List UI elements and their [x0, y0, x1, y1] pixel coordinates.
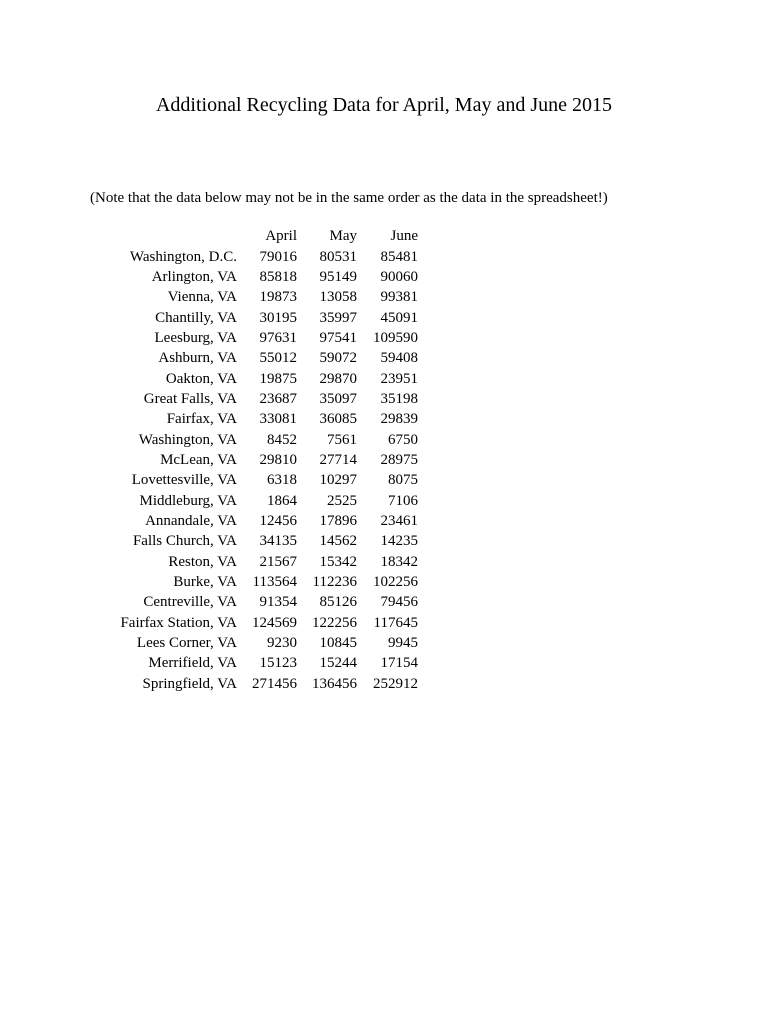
cell-april: 19873: [259, 289, 297, 306]
table-row: [110, 287, 418, 307]
cell-june: 99381: [380, 289, 418, 306]
cell-may: 2525: [327, 492, 357, 509]
cell-may: 35097: [319, 390, 357, 407]
table-row: [110, 531, 418, 551]
table-row: [110, 511, 418, 531]
cell-june: 90060: [380, 268, 418, 285]
table-row: [110, 572, 418, 592]
cell-city: Lovettesville, VA: [131, 472, 237, 489]
cell-city: Merrifield, VA: [148, 655, 237, 672]
cell-june: 23461: [380, 512, 418, 529]
cell-april: 21567: [259, 553, 297, 570]
cell-city: Middleburg, VA: [139, 492, 237, 509]
cell-may: 15244: [319, 655, 357, 672]
cell-city: Burke, VA: [173, 574, 237, 591]
cell-may: 35997: [319, 309, 357, 326]
cell-april: 55012: [259, 350, 297, 367]
cell-june: 29839: [380, 411, 418, 428]
table-row: [110, 429, 418, 449]
table-row: [110, 674, 418, 694]
cell-city: Washington, D.C.: [129, 248, 237, 265]
cell-june: 18342: [380, 553, 418, 570]
table-row: [110, 490, 418, 510]
page-title: Additional Recycling Data for April, May and June 2015: [155, 94, 612, 116]
cell-june: 102256: [373, 574, 418, 591]
cell-april: 15123: [259, 655, 297, 672]
cell-city: Leesburg, VA: [154, 329, 237, 346]
cell-may: 14562: [319, 533, 357, 550]
cell-may: 29870: [319, 370, 357, 387]
cell-city: Reston, VA: [168, 553, 237, 570]
cell-june: 6750: [388, 431, 418, 448]
note-text: (Note that the data below may not be in the same order as the data in the spreadsheet!): [90, 190, 608, 206]
cell-june: 8075: [388, 472, 418, 489]
cell-city: Ashburn, VA: [158, 350, 237, 367]
cell-april: 91354: [259, 594, 297, 611]
cell-may: 95149: [319, 268, 357, 285]
cell-may: 7561: [327, 431, 357, 448]
cell-may: 27714: [319, 451, 357, 468]
cell-city: Fairfax Station, VA: [120, 614, 237, 631]
cell-april: 271456: [252, 675, 297, 692]
recycling-data-table: [110, 226, 418, 694]
cell-june: 9945: [388, 635, 418, 652]
cell-city: Great Falls, VA: [143, 390, 237, 407]
header-city: [110, 226, 237, 246]
cell-city: Lees Corner, VA: [136, 635, 237, 652]
cell-city: Oakton, VA: [165, 370, 237, 387]
table-row: [110, 389, 418, 409]
cell-may: 36085: [319, 411, 357, 428]
table-row: [110, 653, 418, 673]
cell-april: 12456: [259, 512, 297, 529]
cell-may: 13058: [319, 289, 357, 306]
cell-april: 97631: [259, 329, 297, 346]
cell-city: Falls Church, VA: [132, 533, 237, 550]
table-row: [110, 267, 418, 287]
cell-april: 9230: [267, 635, 297, 652]
cell-april: 19875: [259, 370, 297, 387]
cell-city: Annandale, VA: [145, 512, 237, 529]
table-row: [110, 368, 418, 388]
cell-april: 34135: [259, 533, 297, 550]
cell-may: 136456: [312, 675, 357, 692]
header-april: April: [265, 228, 297, 245]
table-row: [110, 613, 418, 633]
table-header-row: [110, 226, 418, 246]
cell-may: 85126: [319, 594, 357, 611]
cell-april: 124569: [252, 614, 297, 631]
cell-city: Washington, VA: [138, 431, 237, 448]
cell-june: 59408: [380, 350, 418, 367]
cell-may: 122256: [312, 614, 357, 631]
table-row: [110, 592, 418, 612]
table-row: [110, 246, 418, 266]
cell-june: 252912: [373, 675, 418, 692]
cell-may: 112236: [312, 574, 357, 591]
cell-april: 30195: [259, 309, 297, 326]
header-june: June: [390, 228, 418, 245]
cell-june: 17154: [380, 655, 418, 672]
cell-april: 23687: [259, 390, 297, 407]
cell-june: 14235: [380, 533, 418, 550]
cell-june: 85481: [380, 248, 418, 265]
header-may: May: [329, 228, 357, 245]
cell-april: 33081: [259, 411, 297, 428]
cell-city: Chantilly, VA: [155, 309, 237, 326]
cell-june: 109590: [373, 329, 418, 346]
cell-april: 8452: [267, 431, 297, 448]
cell-april: 6318: [267, 472, 297, 489]
cell-april: 79016: [259, 248, 297, 265]
cell-may: 59072: [319, 350, 357, 367]
cell-june: 23951: [380, 370, 418, 387]
cell-may: 15342: [319, 553, 357, 570]
cell-april: 113564: [252, 574, 297, 591]
table-row: [110, 470, 418, 490]
cell-april: 85818: [259, 268, 297, 285]
cell-june: 7106: [388, 492, 418, 509]
cell-may: 17896: [319, 512, 357, 529]
cell-city: McLean, VA: [160, 451, 237, 468]
cell-city: Vienna, VA: [167, 289, 237, 306]
table-row: [110, 633, 418, 653]
cell-june: 79456: [380, 594, 418, 611]
cell-city: Fairfax, VA: [166, 411, 237, 428]
cell-may: 10845: [319, 635, 357, 652]
cell-may: 10297: [319, 472, 357, 489]
table-row: [110, 348, 418, 368]
cell-june: 117645: [373, 614, 418, 631]
cell-city: Centreville, VA: [143, 594, 237, 611]
table-row: [110, 450, 418, 470]
cell-may: 80531: [319, 248, 357, 265]
table-row: [110, 307, 418, 327]
cell-april: 29810: [259, 451, 297, 468]
cell-city: Arlington, VA: [151, 268, 237, 285]
cell-june: 45091: [380, 309, 418, 326]
cell-city: Springfield, VA: [142, 675, 237, 692]
cell-may: 97541: [319, 329, 357, 346]
table-row: [110, 552, 418, 572]
cell-june: 35198: [380, 390, 418, 407]
cell-june: 28975: [380, 451, 418, 468]
table-row: [110, 328, 418, 348]
table-body: [110, 246, 418, 694]
table-row: [110, 409, 418, 429]
cell-april: 1864: [267, 492, 297, 509]
